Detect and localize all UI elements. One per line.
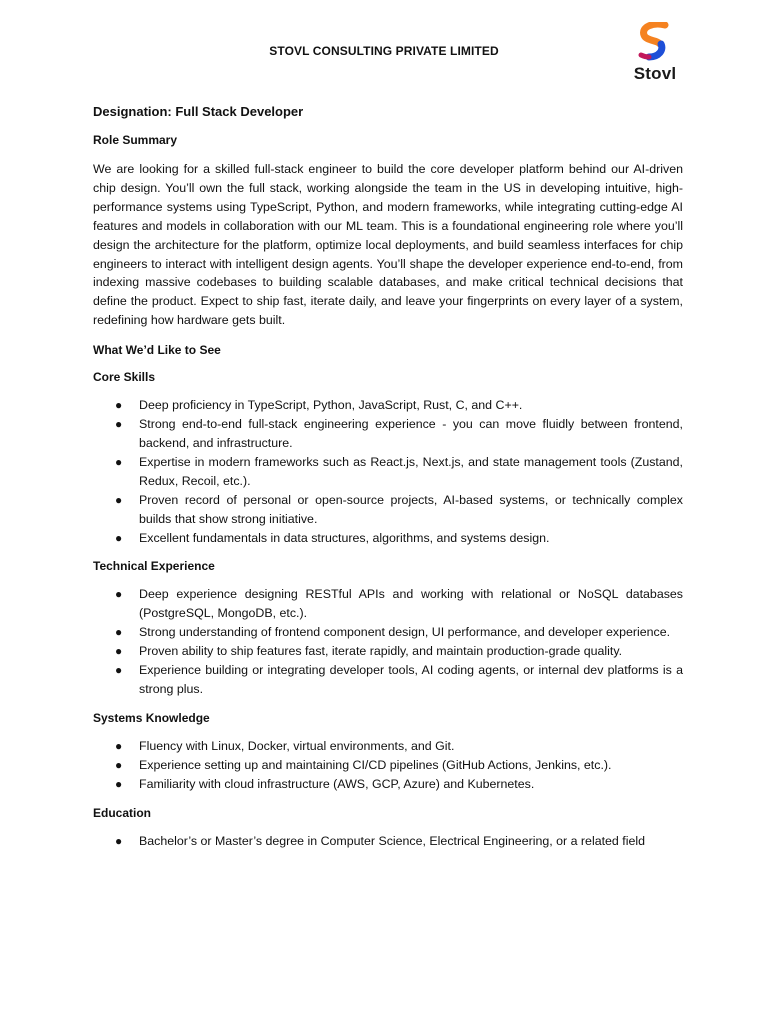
like-to-see-heading: What We’d Like to See [93, 343, 221, 358]
education-heading: Education [93, 805, 152, 820]
list-item: ● Strong end-to-end full-stack engineering experience - you can move fluidly between frontend, backend, and infrastructure. [115, 417, 683, 450]
document-body [93, 104, 683, 850]
list-item: ● Experience setting up and maintaining CI/CD pipelines (GitHub Actions, Jenkins, etc.). [93, 756, 683, 775]
bullet-icon: ● [115, 417, 123, 432]
bullet-icon: ● [115, 625, 123, 640]
list-item: ● Proven record of personal or open-source projects, AI-based systems, or technically complex builds that show strong initiative. [115, 492, 683, 526]
bullet-icon: ● [115, 776, 123, 791]
role-summary-heading: Role Summary [93, 133, 178, 147]
bullet-icon: ● [115, 757, 123, 772]
list-item: ● Familiarity with cloud infrastructure (AWS, GCP, Azure) and Kubernetes. [93, 775, 683, 794]
logo-text: Stovl [633, 64, 677, 83]
systems-knowledge-list [93, 737, 683, 794]
list-item: ● Excellent fundamentals in data structures, algorithms, and systems design. [93, 529, 683, 548]
systems-knowledge-heading: Systems Knowledge [93, 710, 210, 725]
bullet-icon: ● [115, 663, 123, 678]
education-list [93, 832, 683, 851]
core-skills-list [93, 396, 683, 547]
designation-title: Designation: Full Stack Developer [93, 104, 304, 119]
technical-experience-list [93, 585, 683, 698]
bullet-icon: ● [115, 492, 123, 507]
bullet-icon: ● [115, 587, 123, 602]
list-item: ● Strong understanding of frontend component design, UI performance, and developer experience. [93, 623, 683, 642]
company-name: STOVL CONSULTING PRIVATE LIMITED [269, 44, 499, 58]
list-item: ● Proven ability to ship features fast, iterate rapidly, and maintain production-grade quality. [93, 642, 683, 661]
list-item: ● Deep proficiency in TypeScript, Python, JavaScript, Rust, C, and C++. [93, 396, 683, 415]
bullet-icon: ● [115, 530, 123, 545]
list-item: ● Experience building or integrating developer tools, AI coding agents, or internal dev platforms is a strong plus. [115, 663, 683, 696]
bullet-icon: ● [115, 398, 123, 413]
list-item: ● Bachelor’s or Master’s degree in Computer Science, Electrical Engineering, or a related field [93, 832, 683, 851]
bullet-icon: ● [115, 833, 123, 848]
stovl-logo [627, 22, 683, 86]
stovl-logo-icon [627, 22, 683, 62]
core-skills-heading: Core Skills [93, 370, 156, 385]
role-summary-text: We are looking for a skilled full-stack engineer to build the core developer platform behind our AI-driven chip design. You’ll own the full stack, working alongside the team in the US in developing intuitive, high-performance systems using TypeScript, Python, and modern frameworks, while integrating cutting-edge AI features and models in collaboration with our ML team. This is a foundational engineering role where you’ll design the architecture for the platform, optimize local deployments, and build seamless interfaces for chip engineers to interact with intelligent design agents. You’ll shape the developer experience end-to-end, from indexing massive codebases to building scalable databases, and make critical technical decisions that define the product. Expect to ship fast, iterate daily, and leave your fingerprints on every layer of a system, redefining how hardware gets built. [93, 162, 683, 328]
technical-experience-heading: Technical Experience [93, 559, 215, 574]
bullet-icon: ● [115, 644, 123, 659]
list-item: ● Fluency with Linux, Docker, virtual environments, and Git. [93, 737, 683, 756]
bullet-icon: ● [115, 738, 123, 753]
list-item: ● Deep experience designing RESTful APIs and working with relational or NoSQL databases (PostgreSQL, MongoDB, etc.). [115, 587, 683, 621]
bullet-icon: ● [115, 454, 123, 469]
list-item: ● Expertise in modern frameworks such as React.js, Next.js, and state management tools (Zustand, Redux, Recoil, etc.). [115, 454, 683, 488]
